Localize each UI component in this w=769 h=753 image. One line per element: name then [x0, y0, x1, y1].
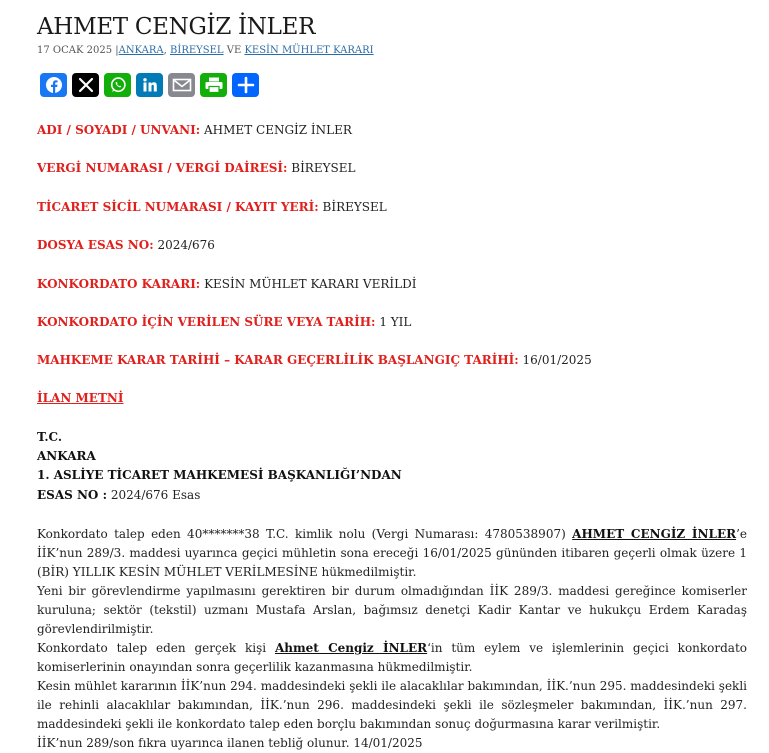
print-share-button[interactable]	[200, 73, 227, 97]
field-registry-label: TİCARET SİCİL NUMARASI / KAYIT YERİ:	[37, 200, 319, 214]
field-duration-value: 1 YIL	[375, 315, 412, 329]
field-court-date-label: MAHKEME KARAR TARİHİ – KARAR GEÇERLİLİK BAŞLANGIÇ TARİHİ:	[37, 353, 519, 367]
announcement-body	[37, 525, 747, 753]
field-registry-value: BİREYSEL	[318, 200, 387, 214]
field-name-value: AHMET CENGİZ İNLER	[200, 123, 352, 137]
announcement-paragraph-2: Yeni bir görevlendirme yapılmasını gerektiren bir durum olmadığından İİK 289/3. maddesi gereğince komiserler kuruluna; sektör (tekstil) uzmanı Mustafa Arslan, bağımsız denetçi Kadir Kantar ve hukukçu Erdem Karadaş görevlendirilmiştir.	[37, 584, 747, 636]
email-icon	[172, 77, 192, 93]
post-date: 17 OCAK 2025	[37, 45, 113, 56]
category-link-kesin-muhlet[interactable]: KESİN MÜHLET KARARI	[244, 45, 374, 56]
x-icon	[78, 77, 94, 93]
p3-text-b: ‘in tüm eylem ve işlemlerinin geçici konkordato komiserlerinin onayından sonra geçerlilik kazanmasına hükmedilmiştir.	[37, 641, 748, 674]
esas-label: ESAS NO :	[37, 488, 107, 502]
meta-separator: |	[112, 45, 119, 56]
announcement-paragraph-3	[37, 639, 747, 677]
meta-comma: ,	[163, 45, 171, 56]
p1-debtor-name: AHMET CENGİZ İNLER	[572, 527, 737, 541]
p3-debtor-name: Ahmet Cengiz İNLER	[274, 641, 428, 655]
category-link-ankara[interactable]: ANKARA	[118, 45, 164, 56]
field-duration-label: KONKORDATO İÇİN VERİLEN SÜRE VEYA TARİH:	[37, 315, 376, 329]
page-title: AHMET CENGİZ İNLER	[37, 14, 316, 40]
court-line-tc: T.C.	[37, 430, 63, 444]
field-case-no-label: DOSYA ESAS NO:	[37, 238, 154, 252]
field-registry	[37, 200, 387, 214]
esas-value: 2024/676 Esas	[107, 488, 201, 502]
field-decision-value: KESİN MÜHLET KARARI VERİLDİ	[200, 277, 417, 291]
court-esas	[37, 488, 200, 502]
email-share-button[interactable]	[168, 73, 195, 97]
field-name	[37, 123, 352, 137]
share-bar	[40, 73, 259, 97]
field-court-date	[37, 353, 592, 367]
field-decision-label: KONKORDATO KARARI:	[37, 277, 201, 291]
p1-text-b: ’e İİK’nun 289/3. maddesi uyarınca geçici mühletin sona ereceği 16/01/2025 gününden itibaren geçerli olmak üzere 1 (BİR) YILLIK KESİN MÜHLET VERİLMESİNE hükmedilmiştir.	[37, 527, 747, 579]
field-court-date-value: 16/01/2025	[518, 353, 592, 367]
field-name-label: ADI / SOYADI / UNVANI:	[37, 123, 201, 137]
field-case-no	[37, 238, 215, 252]
x-share-button[interactable]	[72, 73, 99, 97]
field-tax-label: VERGİ NUMARASI / VERGİ DAİRESİ:	[37, 161, 288, 175]
ilan-metni-link[interactable]: İLAN METNİ	[37, 391, 124, 405]
category-link-bireysel[interactable]: BİREYSEL	[170, 45, 224, 56]
linkedin-share-button[interactable]	[136, 73, 163, 97]
facebook-share-button[interactable]	[40, 73, 67, 97]
linkedin-icon	[142, 77, 158, 93]
field-tax	[37, 161, 355, 175]
announcement-paragraph-1	[37, 525, 747, 582]
p1-text-a: Konkordato talep eden 40*******38 T.C. kimlik nolu (Vergi Numarası: 4780538907)	[37, 527, 573, 541]
p3-text-a: Konkordato talep eden gerçek kişi	[37, 641, 275, 655]
announcement-paragraph-4: Kesin mühlet kararının İİK’nun 294. maddesindeki şekli ile alacaklılar bakımından, İİK.’nun 295. maddesindeki şekli ile rehinli alacaklılar bakımından, İİK.’nun 296. maddesindeki şekli ile sözleşmeler bakımından, İİK.’nun 297. maddesindeki şekli ile konkordato talep eden borçlu bakımından sonuç doğurmasına karar verilmiştir.	[37, 679, 747, 731]
whatsapp-share-button[interactable]	[104, 73, 131, 97]
field-case-no-value: 2024/676	[153, 238, 215, 252]
whatsapp-icon	[109, 76, 127, 94]
post-meta	[37, 45, 374, 56]
field-decision	[37, 277, 416, 291]
court-line-city: ANKARA	[37, 449, 96, 463]
court-line-name: 1. ASLİYE TİCARET MAHKEMESİ BAŞKANLIĞI’NDAN	[37, 468, 402, 482]
announcement-paragraph-5: İİK’nun 289/son fıkra uyarınca ilanen tebliğ olunur. 14/01/2025	[37, 736, 423, 750]
field-tax-value: BİREYSEL	[287, 161, 356, 175]
meta-and: VE	[223, 45, 245, 56]
share-button[interactable]	[232, 73, 259, 97]
print-icon	[204, 76, 224, 94]
share-icon	[237, 76, 255, 94]
facebook-icon	[45, 76, 63, 94]
field-duration	[37, 315, 411, 329]
